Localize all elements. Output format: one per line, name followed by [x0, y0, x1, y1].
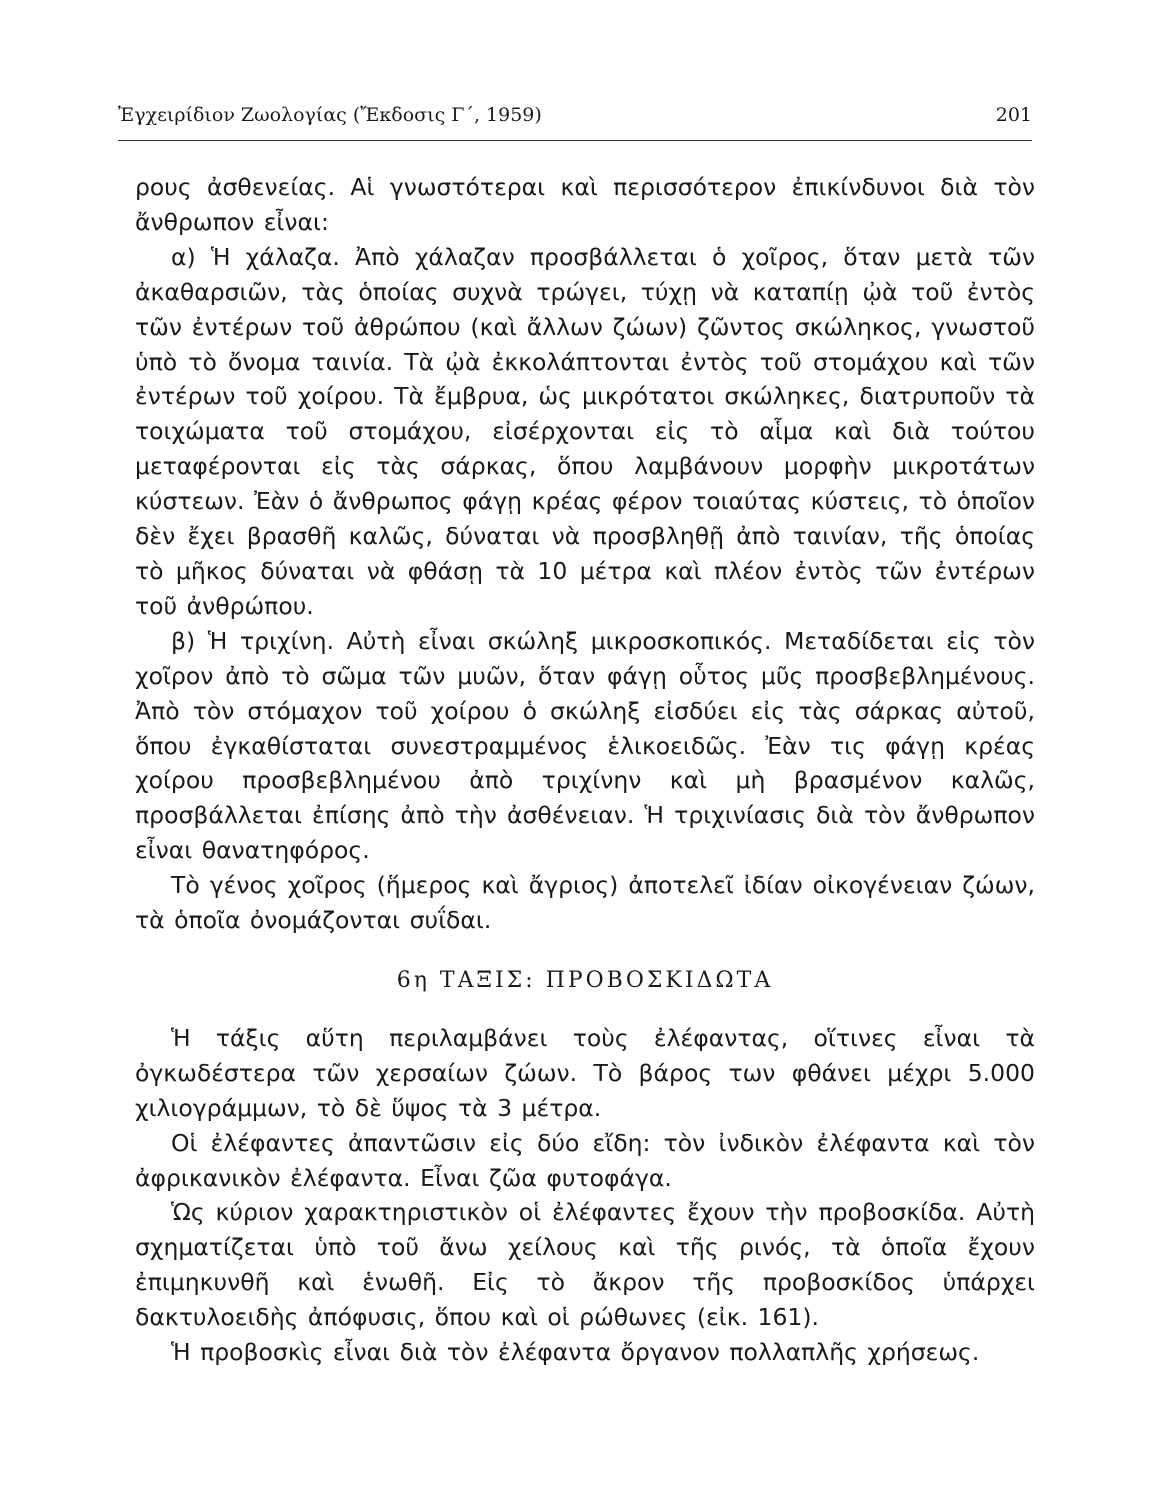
running-header — [118, 104, 1032, 126]
paragraph-continuation: ρους ἀσθενείας. Αἱ γνωστότεραι καὶ περισσότερον ἐπικίνδυνοι διὰ τὸν ἄνθρωπον εἶναι: — [135, 173, 1035, 236]
paragraph-trichini: β) Ἡ τριχίνη. Αὐτὴ εἶναι σκώληξ μικροσκοπικός. Μεταδίδεται εἰς τὸν χοῖρον ἀπὸ τὸ σῶμα τῶν μυῶν, ὅταν φάγῃ οὗτος μῦς προσβεβλημένους. Ἀπὸ τὸν στόμαχον τοῦ χοίρου ὁ σκώληξ εἰσδύει εἰς τὰς σάρκας αὐτοῦ, ὅπου ἐγκαθίσταται συνεστραμμένος ἑλικοειδῶς. Ἐὰν τις φάγῃ κρέας χοίρου προσβεβλημένου ἀπὸ τριχίνην καὶ μὴ βρασμένον καλῶς, προσβάλλεται ἐπίσης ἀπὸ τὴν ἀσθένειαν. Ἡ τριχινίασις διὰ τὸν ἄνθρωπον εἶναι θανατηφόρος. — [135, 626, 1035, 865]
paragraph-suidae: Τὸ γένος χοῖρος (ἥμερος καὶ ἄγριος) ἀποτελεῖ ἰδίαν οἰκογένειαν ζώων, τὰ ὁποῖα ὀνομάζονται συΐδαι. — [135, 871, 1035, 935]
paragraph-proboscis-use: Ἡ προβοσκὶς εἶναι διὰ τὸν ἐλέφαντα ὄργανον πολλαπλῆς χρήσεως. — [171, 1338, 980, 1367]
header-rule — [118, 140, 1032, 141]
paragraph-chalaza: α) Ἡ χάλαζα. Ἀπὸ χάλαζαν προσβάλλεται ὁ χοῖρος, ὅταν μετὰ τῶν ἀκαθαρσιῶν, τὰς ὁποίας συχνὰ τρώγει, τύχῃ νὰ καταπίῃ ᾠὰ τοῦ ἐντὸς τῶν ἐντέρων τοῦ ἀθρώπου (καὶ ἄλλων ζώων) ζῶντος σκώληκος, γνωστοῦ ὑπὸ τὸ ὄνομα ταινία. Τὰ ᾠὰ ἐκκολάπτονται ἐντὸς τοῦ στομάχου καὶ τῶν ἐντέρων τοῦ χοίρου. Τὰ ἔμβρυα, ὡς μικρότατοι σκώληκες, διατρυποῦν τὰ τοιχώματα τοῦ στομάχου, εἰσέρχονται εἰς τὸ αἷμα καὶ διὰ τούτου μεταφέρονται εἰς τὰς σάρκας, ὅπου λαμβάνουν μορφὴν μικροτάτων κύστεων. Ἐὰν ὁ ἄνθρωπος φάγῃ κρέας φέρον τοιαύτας κύστεις, τὸ ὁποῖον δὲν ἔχει βρασθῆ καλῶς, δύναται νὰ προσβληθῇ ἀπὸ ταινίαν, τῆς ὁποίας τὸ μῆκος δύναται νὰ φθάσῃ τὰ 10 μέτρα καὶ πλέον ἐντὸς τῶν ἐντέρων τοῦ ἀνθρώπου. — [135, 242, 1035, 620]
paragraph-elephant-species: Οἱ ἐλέφαντες ἀπαντῶσιν εἰς δύο εἴδη: τὸν ἰνδικὸν ἐλέφαντα καὶ τὸν ἀφρικανικὸν ἐλέφαντα. Εἶναι ζῶα φυτοφάγα. — [135, 1128, 1035, 1192]
paragraph-proboscidea-intro: Ἡ τάξις αὕτη περιλαμβάνει τοὺς ἐλέφαντας, οἵτινες εἶναι τὰ ὀγκωδέστερα τῶν χερσαίων ζώων. Τὸ βάρος των φθάνει μέχρι 5.000 χιλιογράμμων, τὸ δὲ ὕψος τὰ 3 μέτρα. — [135, 1023, 1035, 1122]
page-number: 201 — [995, 104, 1032, 126]
page-body — [135, 170, 1035, 1370]
header-title: Ἐγχειρίδιον Ζωολογίας (Ἔκδοσις Γ΄, 1959) — [118, 104, 542, 126]
section-heading: 6η ΤΑΞΙΣ: ΠΡΟΒΟΣΚΙΔΩΤΑ — [396, 967, 774, 993]
paragraph-proboscis: Ὡς κύριον χαρακτηριστικὸν οἱ ἐλέφαντες ἔχουν τὴν προβοσκίδα. Αὐτὴ σχηματίζεται ὑπὸ τοῦ ἄνω χείλους καὶ τῆς ρινός, τὰ ὁποῖα ἔχουν ἐπιμηκυνθῆ καὶ ἑνωθῆ. Εἰς τὸ ἄκρον τῆς προβοσκίδος ὑπάρχει δακτυλοειδὴς ἀπόφυσις, ὅπου καὶ οἱ ρώθωνες (εἰκ. 161). — [135, 1198, 1035, 1332]
